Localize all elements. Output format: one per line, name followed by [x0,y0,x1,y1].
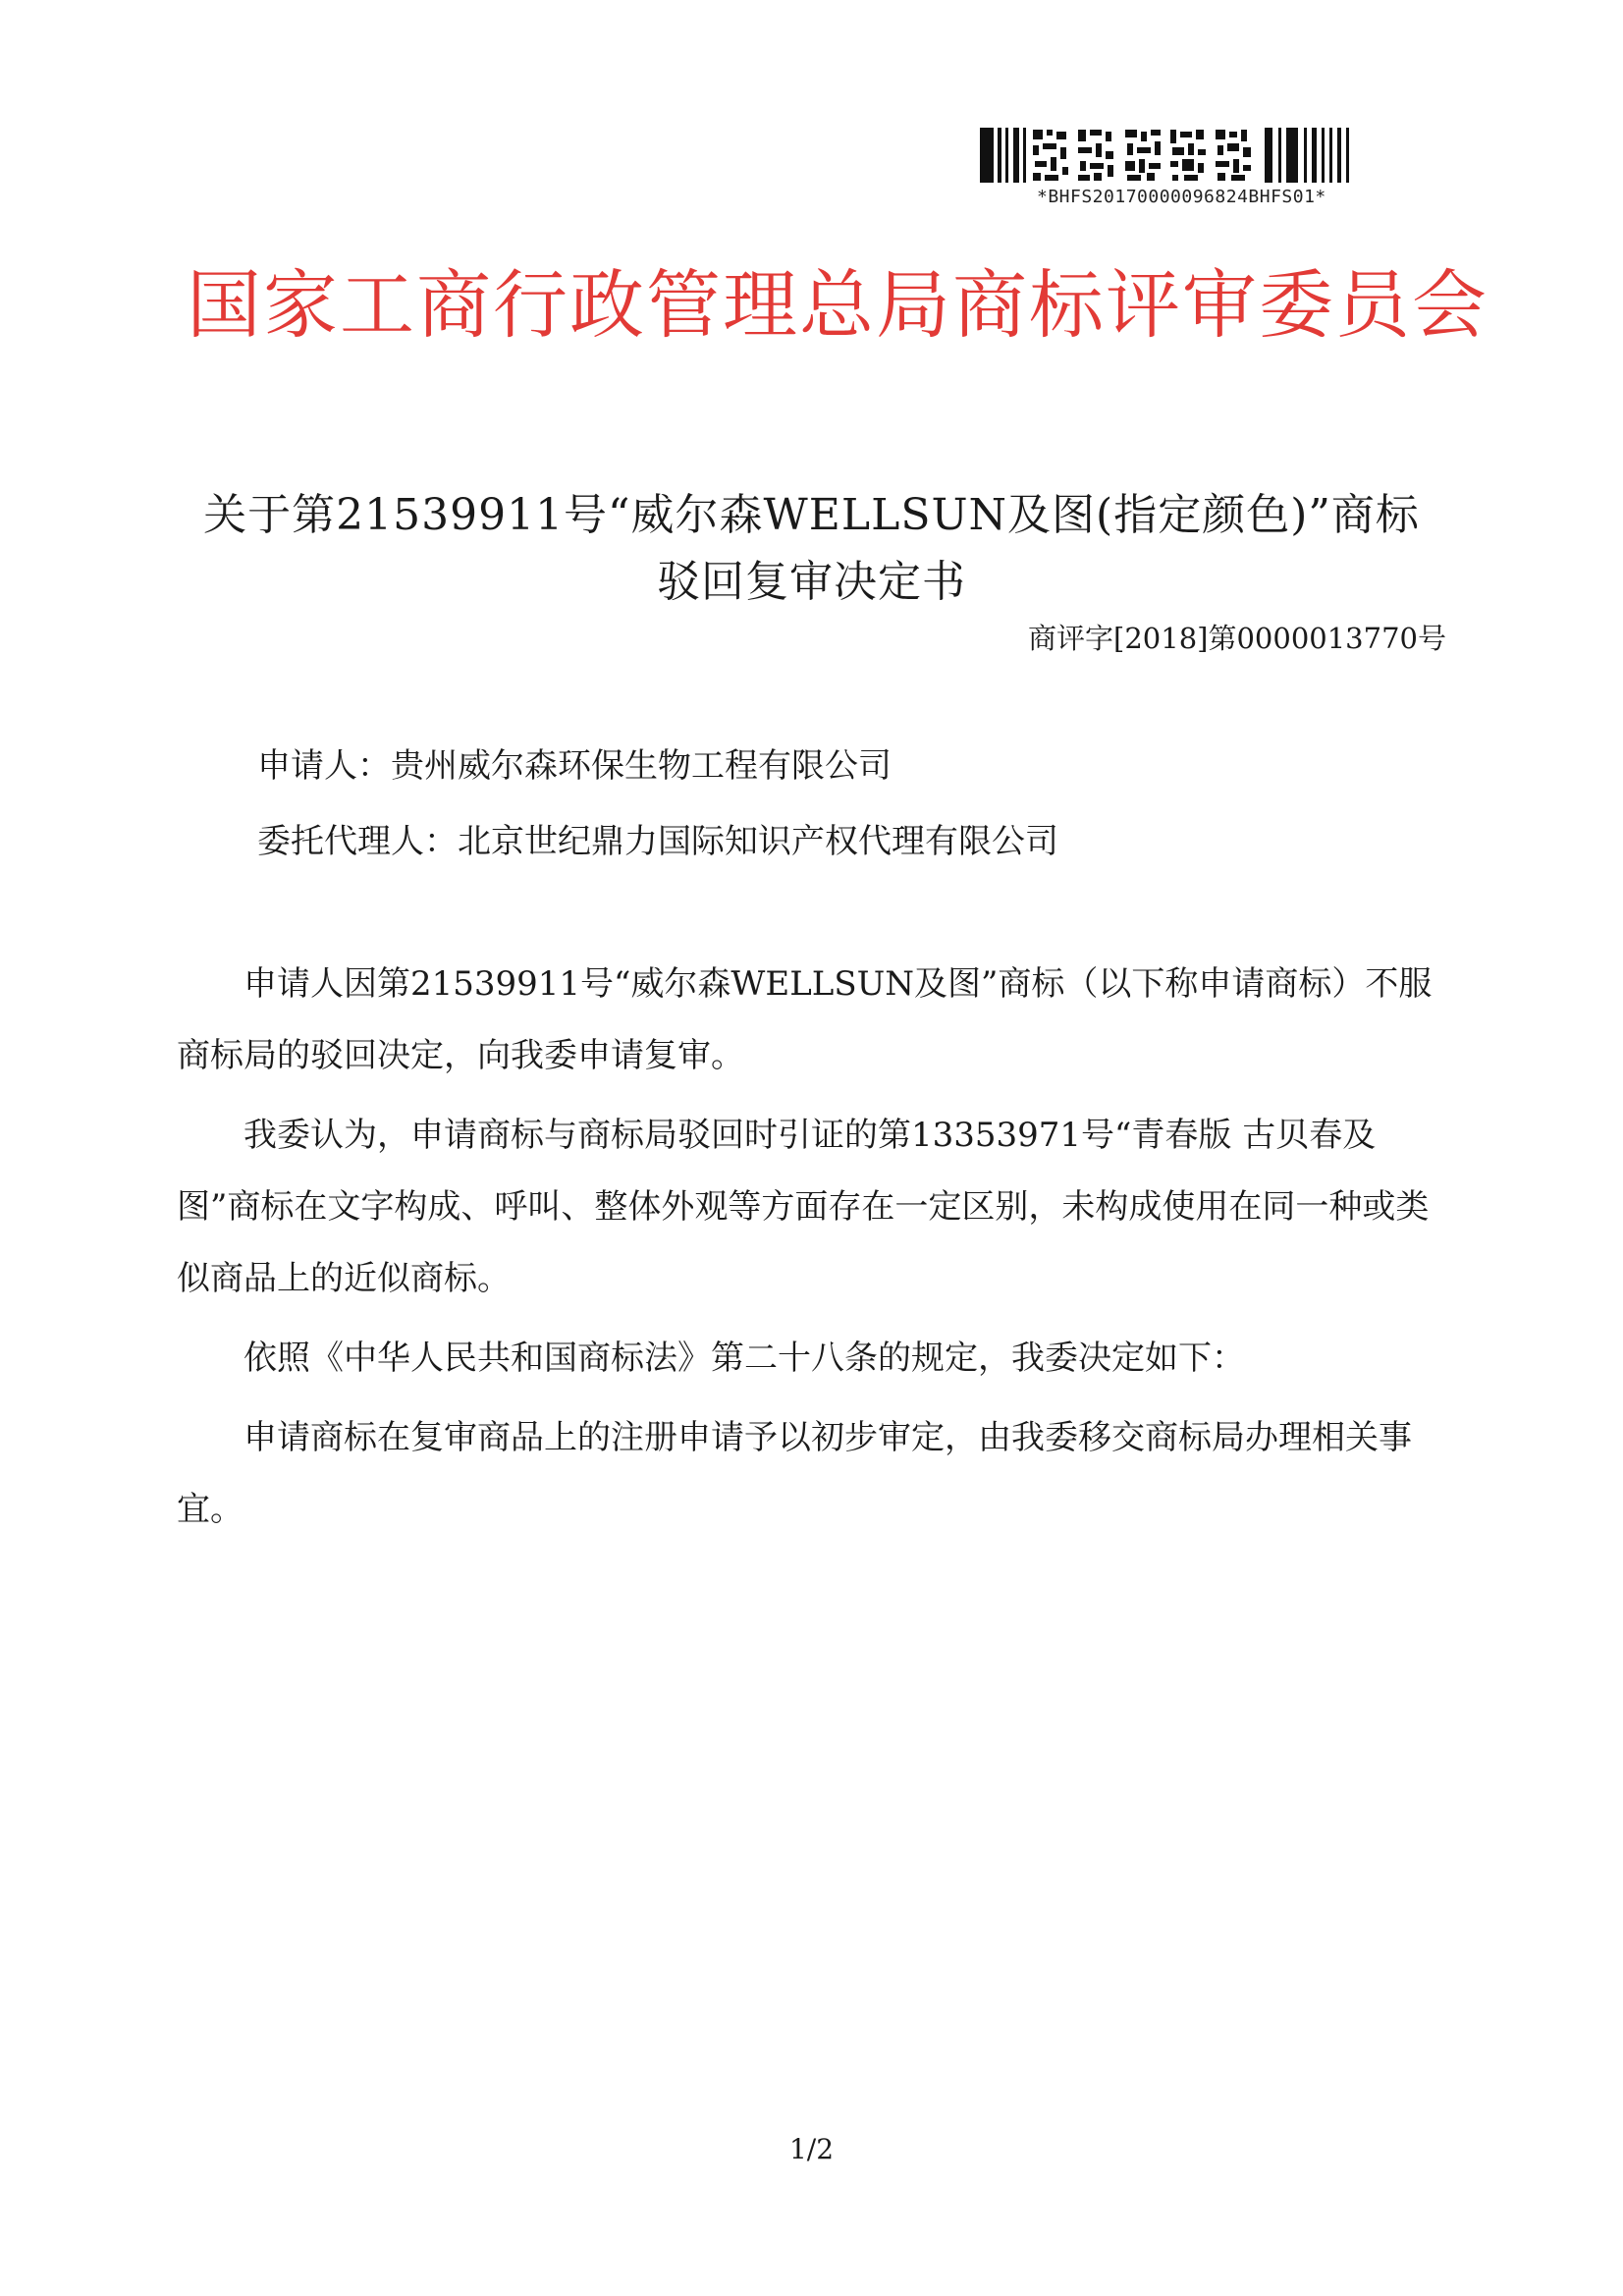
applicant-line: 申请人：贵州威尔森环保生物工程有限公司 [257,746,892,786]
document-number: 商评字[2018]第0000013770号 [1028,622,1446,655]
document-title-line-1: 关于第21539911号“威尔森WELLSUN及图(指定颜色)”商标 [203,490,1420,540]
body-paragraph: 申请商标在复审商品上的注册申请予以初步审定，由我委移交商标局办理相关事宜。 [177,1418,1412,1529]
body-paragraph: 申请人因第21539911号“威尔森WELLSUN及图”商标（以下称申请商标）不服商标局的驳回决定，向我委申请复审。 [177,964,1433,1075]
issuing-authority-masthead: 国家工商行政管理总局商标评审委员会 [187,261,1488,349]
document-barcode [980,128,1392,207]
page-number: 1/2 [788,2133,835,2165]
body-paragraph: 我委认为，申请商标与商标局驳回时引证的第13353971号“青春版 古贝春及图”商标在文字构成、呼叫、整体外观等方面存在一定区别，未构成使用在同一种或类似商品上的近似商标。 [177,1116,1430,1298]
barcode-image [980,128,1392,183]
body-paragraph: 依照《中华人民共和国商标法》第二十八条的规定，我委决定如下： [243,1339,1245,1378]
agent-line: 委托代理人：北京世纪鼎力国际知识产权代理有限公司 [257,822,1058,861]
barcode-code-text: *BHFS20170000096824BHFS01* [1037,187,1326,207]
document-title-line-2: 驳回复审决定书 [657,557,966,607]
decision-body [177,949,1445,1546]
